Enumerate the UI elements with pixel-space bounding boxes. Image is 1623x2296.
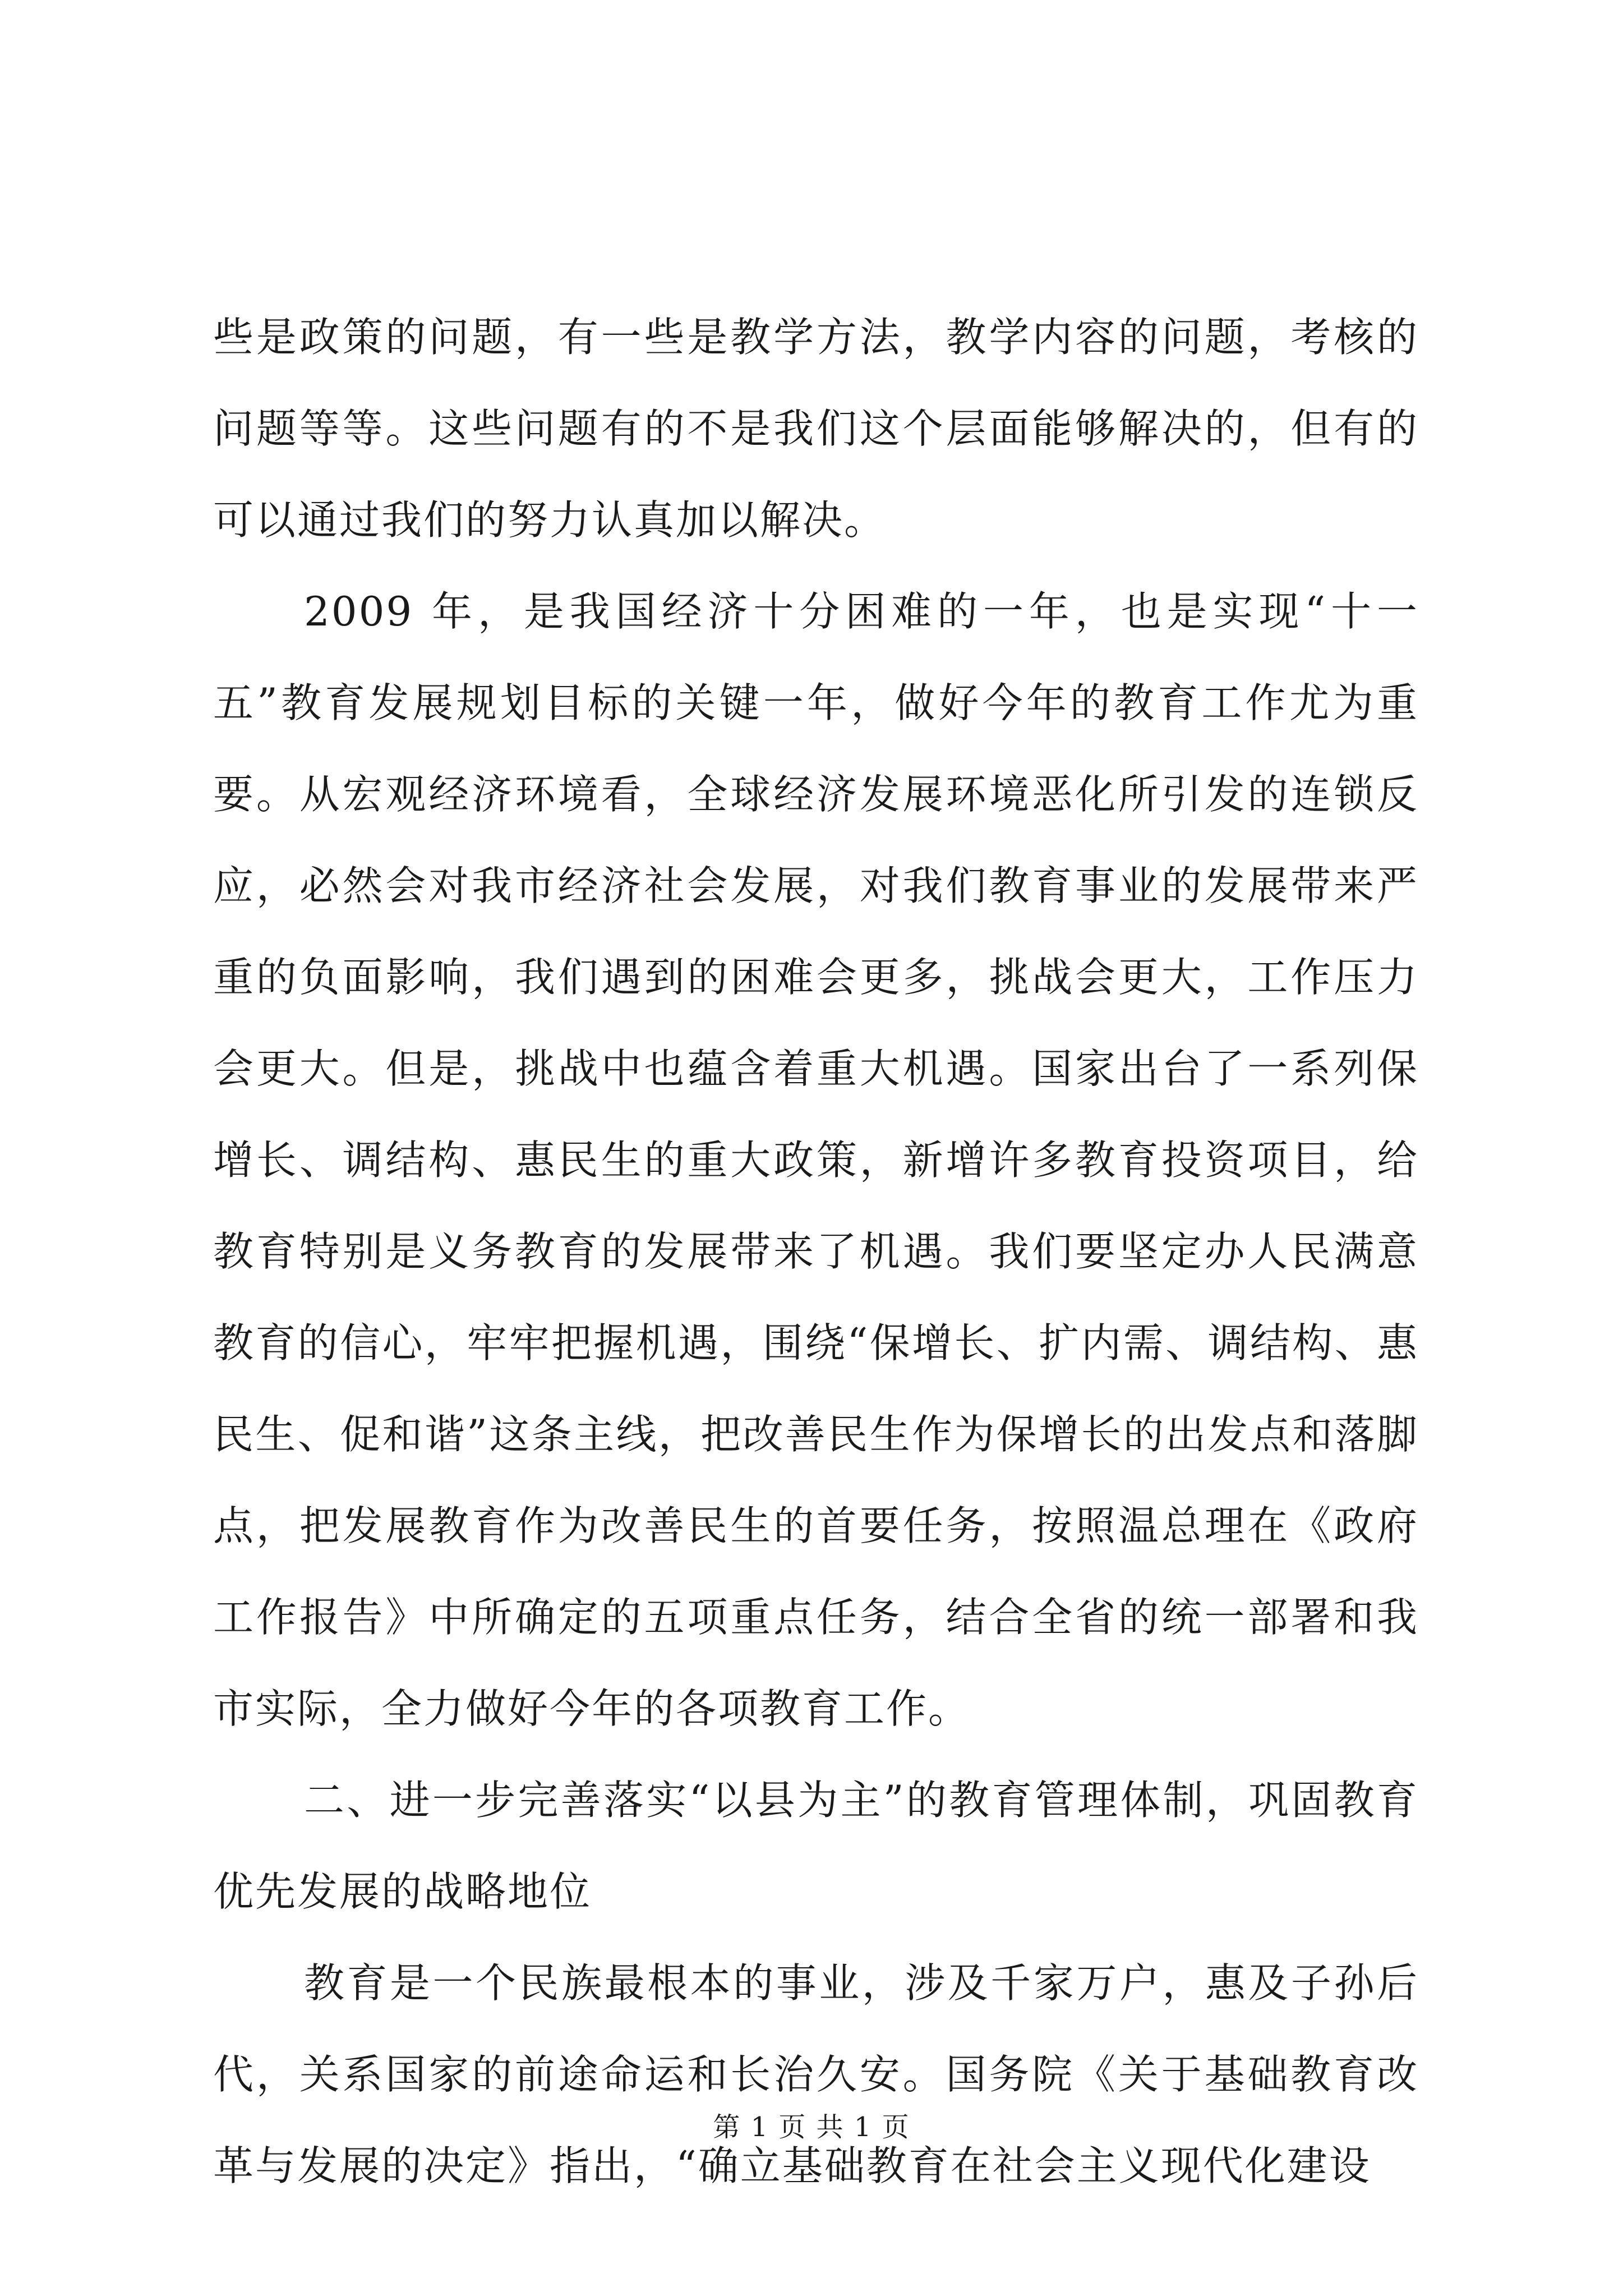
document-body: [213, 292, 1419, 2212]
paragraph-education-importance: 教育是一个民族最根本的事业，涉及千家万户，惠及子孙后代，关系国家的前途命运和长治久安。国务院《关于基础教育改革与发展的决定》指出，“确立基础教育在社会主义现代化建设: [213, 1959, 1419, 2189]
section-heading-two: 二、进一步完善落实“以县为主”的教育管理体制，巩固教育优先发展的战略地位: [213, 1777, 1419, 1915]
page-footer: 第 1 页 共 1 页: [713, 2111, 910, 2143]
paragraph-2009-outlook: 2009 年，是我国经济十分困难的一年，也是实现“十一五”教育发展规划目标的关键一年，做好今年的教育工作尤为重要。从宏观经济环境看，全球经济发展环境恶化所引发的连锁反应，必然会对我市经济社会发展，对我们教育事业的发展带来严重的负面影响，我们遇到的困难会更多，挑战会更大，工作压力会更大。但是，挑战中也蕴含着重大机遇。国家出台了一系列保增长、调结构、惠民生的重大政策，新增许多教育投资项目，给教育特别是义务教育的发展带来了机遇。我们要坚定办人民满意教育的信心，牢牢把握机遇，围绕“保增长、扩内需、调结构、惠民生、促和谐”这条主线，把改善民生作为保增长的出发点和落脚点，把发展教育作为改善民生的首要任务，按照温总理在《政府工作报告》中所确定的五项重点任务，结合全省的统一部署和我市实际，全力做好今年的各项教育工作。: [213, 588, 1419, 1732]
paragraph-continuation: 些是政策的问题，有一些是教学方法，教学内容的问题，考核的问题等等。这些问题有的不是我们这个层面能够解决的，但有的可以通过我们的努力认真加以解决。: [213, 314, 1419, 544]
